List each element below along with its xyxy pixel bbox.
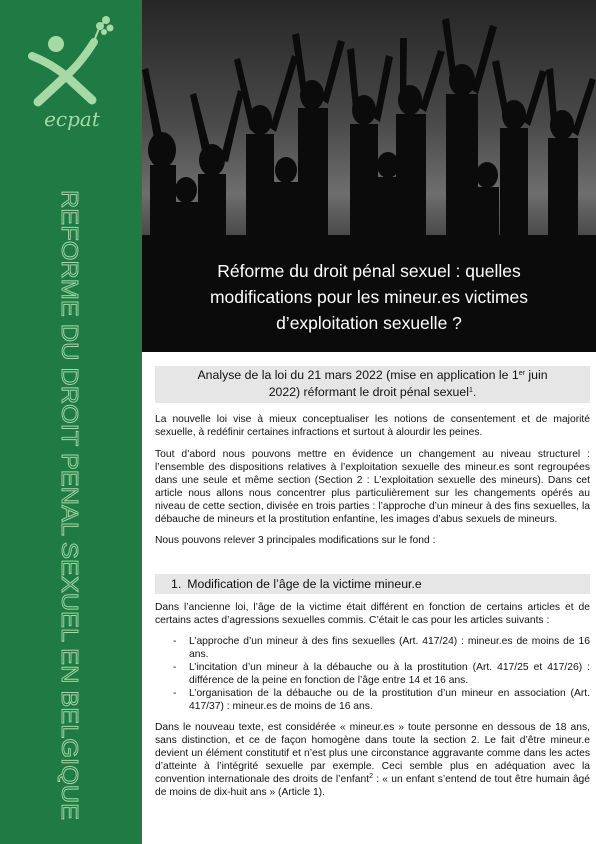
green-sidebar: [0, 0, 142, 844]
section-title: Modification de l’âge de la victime mineur.e: [187, 577, 422, 591]
article-content: [155, 366, 590, 799]
paragraph-old-law: Dans l’ancienne loi, l’âge de la victime était différent en fonction de certains articles et de certains actes d’agressions sexuelles commis. C’était le cas pour les articles suivants :: [155, 602, 590, 626]
footnote-ref: 1: [468, 387, 473, 394]
ecpat-logo: [22, 14, 122, 134]
intro-line-2: 2022) réformant le droit pénal sexuel$^1$.: [268, 385, 477, 399]
vertical-title-text: REFORME DU DROIT PENAL SEXUEL EN BELGIQUE: [57, 190, 83, 762]
paragraph-modifications: Nous pouvons relever 3 principales modifications sur le fond :: [155, 535, 436, 546]
footnote-ref: 2: [369, 773, 374, 780]
hero-title-line: d’exploitation sexuelle ?: [276, 313, 462, 333]
section-heading: [155, 574, 590, 594]
list-item: - L’incitation d’un mineur à la débauche ou à la prostitution (Art. 417/25 et 417/26) : différence de la peine en fonction de l’âge entre 14 et 16 ans.: [173, 662, 590, 686]
articles-list: [155, 635, 590, 713]
paragraph-structure: Tout d’abord nous pouvons mettre en évidence un changement au niveau structurel : l’ensemble des dispositions relatives à l’exploitation sexuelle des mineur.es sont regroupées dans une seule et même section (Section 2 : L’exploitation sexuelle des mineurs). Dans cet article nous allons nous concentrer plus particulièrement sur les changements opérés au niveau de cette section, divisée en trois parties : l’approche d’un mineur à des fins sexuelles, la débauche de mineurs et la prostitution enfantine, les images d’abus sexuels de mineurs.: [155, 449, 590, 525]
bullet-dash: -: [173, 688, 177, 699]
intro-box: [155, 366, 590, 403]
paragraph-intro: La nouvelle loi vise à mieux conceptualiser les notions de consentement et de majorité sexuelle, à redéfinir certaines infractions et surtout à alourdir les peines.: [155, 414, 590, 438]
list-item: - L’approche d’un mineur à des fins sexuelles (Art. 417/24) : mineur.es de moins de 16 ans.: [173, 636, 590, 660]
paragraph-new-law: Dans le nouveau texte, est considérée « mineur.es » toute personne en dessous de 18 ans, sans distinction, et ce de façon homogène dans toute la section 2. Le fait d’être mineur.e devient un élément constitutif et n’est plus une circonstance aggravante comme dans les actes d’atteinte à l’intégrité sexuelle par exemple. Ceci semble plus en adéquation avec la convention internationale des droits de l’enfant$^2$ : « un enfant s’entend de tout être humain âgé de moins de dix-huit ans » (Article 1).: [155, 722, 591, 798]
bullet-dash: -: [173, 662, 177, 673]
section-number: 1.: [171, 577, 182, 591]
hero-title-line: modifications pour les mineur.es victimes: [209, 287, 529, 307]
logo-text: ecpat: [44, 107, 100, 131]
vertical-title: [52, 190, 96, 830]
hero-title: [142, 258, 596, 336]
logo-figure-icon: [32, 16, 114, 102]
hero-title-line: Réforme du droit pénal sexuel : quelles: [217, 261, 521, 281]
intro-line-1: Analyse de la loi du 21 mars 2022 (mise en application le 1er juin: [197, 368, 548, 382]
list-item: - L’organisation de la débauche ou de la prostitution d’un mineur en association (Art. 417/37) : mineur.es de moins de 16 ans.: [173, 688, 590, 712]
bullet-dash: -: [173, 636, 177, 647]
